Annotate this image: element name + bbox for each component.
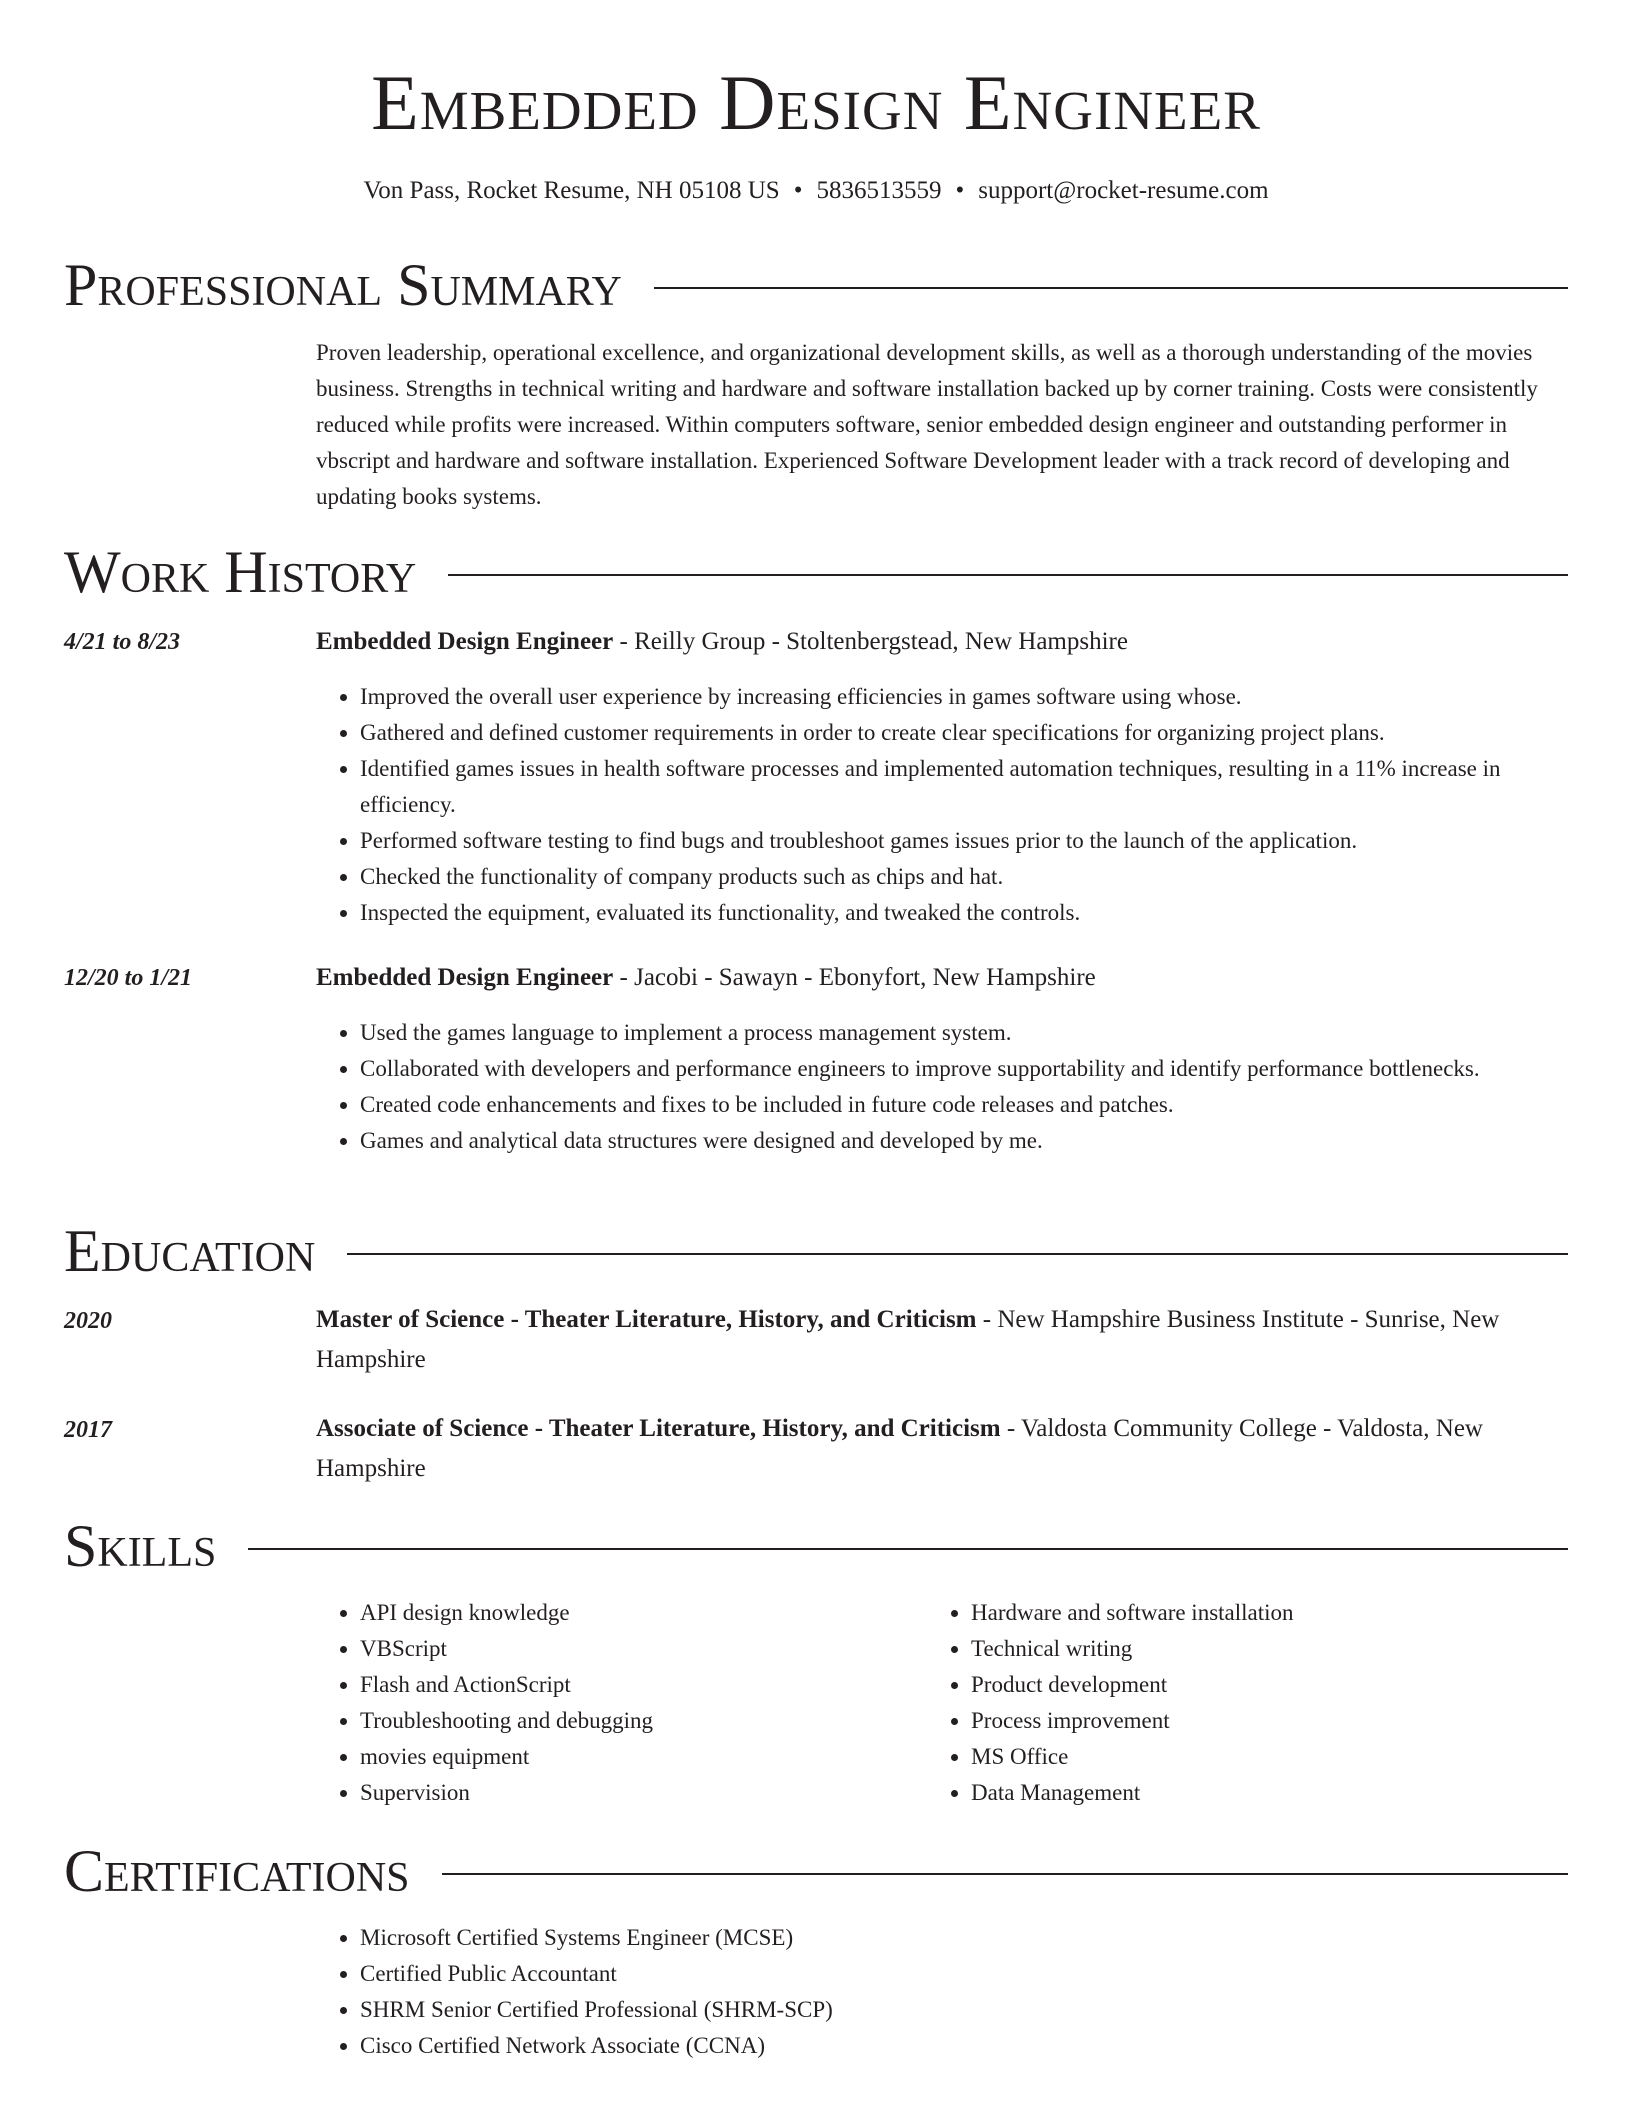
job-title-line [316, 622, 1572, 662]
work-heading: Work History [64, 539, 417, 605]
summary-section-header [64, 252, 1568, 318]
skill-item: • VBScript [360, 1631, 916, 1667]
education-entry [316, 1300, 1572, 1380]
list-item: • Identified games issues in health software processes and implemented automation techniques, resulting in a 11% increase in efficiency. [360, 751, 1568, 823]
education-section-header [64, 1218, 1568, 1284]
skill-item: • Data Management [971, 1775, 1527, 1811]
section-divider [442, 1873, 1568, 1875]
education-institution: - New Hampshire Business Institute - Sunrise, New Hampshire [316, 1306, 1500, 1373]
section-divider [654, 287, 1568, 289]
degree-title: Master of Science - Theater Literature, History, and Criticism [316, 1306, 977, 1333]
skills-list-left [316, 1595, 916, 1811]
section-divider [347, 1253, 1568, 1255]
job-dates: 4/21 to 8/23 [64, 629, 181, 655]
skills-heading: Skills [64, 1513, 217, 1579]
job-employer: - Jacobi - Sawayn - Ebonyfort, New Hampshire [613, 964, 1096, 991]
list-item: • Inspected the equipment, evaluated its functionality, and tweaked the controls. [360, 895, 1568, 931]
skills-list-right [927, 1595, 1527, 1811]
list-item: • Games and analytical data structures were designed and developed by me. [360, 1123, 1568, 1159]
skill-item: • MS Office [971, 1739, 1527, 1775]
education-heading: Education [64, 1218, 316, 1284]
certifications-section-header [64, 1838, 1568, 1904]
certification-item: • Certified Public Accountant [360, 1956, 1568, 1992]
contact-email: support@rocket-resume.com [978, 177, 1269, 204]
list-item: • Created code enhancements and fixes to be included in future code releases and patches. [360, 1087, 1568, 1123]
education-entry [316, 1409, 1572, 1489]
list-item: • Performed software testing to find bugs and troubleshoot games issues prior to the launch of the application. [360, 823, 1568, 859]
list-item: • Gathered and defined customer requirements in order to create clear specifications for organizing project plans. [360, 715, 1568, 751]
job-title: Embedded Design Engineer [316, 628, 614, 655]
contact-separator: • [793, 177, 803, 204]
section-divider [248, 1548, 1568, 1550]
summary-text: Proven leadership, operational excellence, and organizational development skills, as well as a thorough understanding of the movies business. Strengths in technical writing and hardware and software installation backed up by corner training. Costs were consistently reduced while profits were increased. Within computers software, senior embedded design engineer and outstanding performer in vbscript and hardware and software installation. Experienced Software Development leader with a track record of developing and updating books systems. [316, 340, 1538, 509]
skill-item: • Hardware and software installation [971, 1595, 1527, 1631]
job-title-line [316, 958, 1572, 998]
certifications-heading: Certifications [64, 1838, 410, 1904]
skill-item: • Product development [971, 1667, 1527, 1703]
education-year: 2020 [64, 1308, 112, 1334]
skill-item: • Flash and ActionScript [360, 1667, 916, 1703]
certification-item: • Microsoft Certified Systems Engineer (MCSE) [360, 1920, 1568, 1956]
skill-item: • movies equipment [360, 1739, 916, 1775]
certification-item: • SHRM Senior Certified Professional (SHRM-SCP) [360, 1992, 1568, 2028]
contact-separator: • [955, 177, 965, 204]
section-divider [448, 574, 1568, 576]
contact-phone: 5836513559 [816, 177, 942, 204]
skill-item: • Troubleshooting and debugging [360, 1703, 916, 1739]
education-year: 2017 [64, 1417, 112, 1443]
certifications-list [316, 1920, 1568, 2064]
skill-item: • Supervision [360, 1775, 916, 1811]
skill-item: • Technical writing [971, 1631, 1527, 1667]
job-title: Embedded Design Engineer [316, 964, 614, 991]
work-section-header [64, 539, 1568, 605]
skill-item: • API design knowledge [360, 1595, 916, 1631]
resume-name: Embedded Design Engineer [371, 59, 1261, 146]
skills-section-header [64, 1513, 1568, 1579]
list-item: • Improved the overall user experience by increasing efficiencies in games software using whose. [360, 679, 1568, 715]
degree-title: Associate of Science - Theater Literature, History, and Criticism [316, 1415, 1001, 1442]
job-duties-list [316, 1015, 1568, 1159]
job-employer: - Reilly Group - Stoltenbergstead, New Hampshire [613, 628, 1128, 655]
skill-item: • Process improvement [971, 1703, 1527, 1739]
list-item: • Collaborated with developers and performance engineers to improve supportability and identify performance bottlenecks. [360, 1051, 1568, 1087]
job-duties-list [316, 679, 1568, 931]
summary-heading: Professional Summary [64, 252, 622, 318]
contact-address: Von Pass, Rocket Resume, NH 05108 US [363, 177, 780, 204]
education-institution: - Valdosta Community College - Valdosta, New Hampshire [316, 1415, 1483, 1482]
job-dates: 12/20 to 1/21 [64, 965, 193, 991]
contact-line [0, 175, 1632, 207]
list-item: • Checked the functionality of company products such as chips and hat. [360, 859, 1568, 895]
list-item: • Used the games language to implement a process management system. [360, 1015, 1568, 1051]
certification-item: • Cisco Certified Network Associate (CCNA) [360, 2028, 1568, 2064]
